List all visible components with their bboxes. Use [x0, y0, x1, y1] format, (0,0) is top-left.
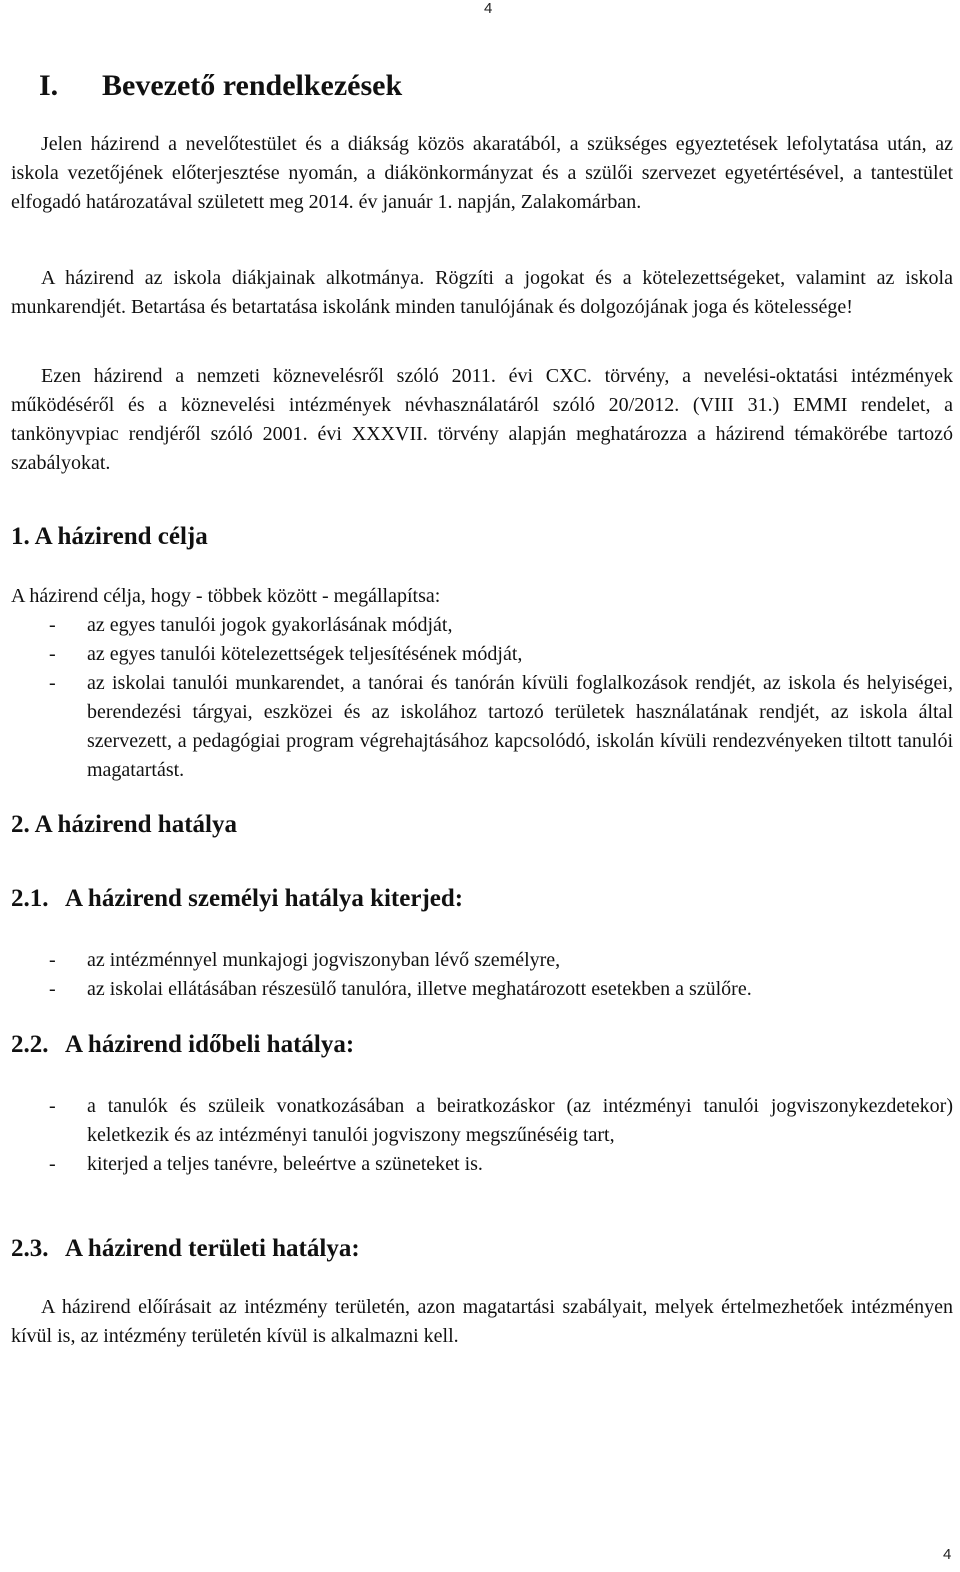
list-item: - az iskolai tanulói munkarendet, a tanórai és tanórán kívüli foglalkozások rendjét, az iskola és helyiségei, berendezési tárgyai, eszközei és az iskolához tartozó területek használatának rendjét, az iskola által szervezett, a pedagógiai program végrehajtásához kapcsolódó, iskolán kívüli rendezvényeken tiltott tanulói magatartást.: [11, 669, 953, 785]
list-item: - az intézménnyel munkajogi jogviszonyban lévő személyre,: [11, 946, 953, 975]
main-heading: [39, 68, 402, 104]
section-2-1-title: A házirend személyi hatálya kiterjed:: [65, 885, 464, 912]
page-number-bottom: 4: [943, 1546, 952, 1563]
section-1-heading: 1. A házirend célja: [11, 523, 208, 550]
page-number-top: 4: [484, 0, 493, 17]
section-2-1-list: [11, 946, 953, 1004]
intro-paragraph-3: Ezen házirend a nemzeti köznevelésről szóló 2011. évi CXC. törvény, a nevelési-oktatási intézmények működéséről és a köznevelési intézmények névhasználatáról szóló 20/2012. (VIII 31.) EMMI rendelet, a tankönyvpiac rendjéről szóló 2001. évi XXXVII. törvény alapján meghatározza a házirend témakörébe tartozó szabályokat.: [11, 365, 953, 474]
section-2-2-list: [11, 1092, 953, 1179]
section-2-heading: 2. A házirend hatálya: [11, 811, 237, 838]
list-item: - kiterjed a teljes tanévre, beleértve a szüneteket is.: [11, 1150, 953, 1179]
section-2-2-title: A házirend időbeli hatálya:: [65, 1031, 355, 1058]
section-2-2-number: 2.2.: [11, 1031, 49, 1058]
list-item: - az egyes tanulói jogok gyakorlásának módját,: [11, 611, 953, 640]
section-2-3-title: A házirend területi hatálya:: [65, 1235, 360, 1262]
section-1-list: [11, 611, 953, 785]
intro-paragraph-2: A házirend az iskola diákjainak alkotmánya. Rögzíti a jogokat és a kötelezettségeket, valamint az iskola munkarendjét. Betartása és betartatása iskolánk minden tanulójának és dolgozójának joga és kötelessége!: [11, 267, 953, 318]
main-heading-number: I.: [39, 69, 59, 102]
section-2-3-number: 2.3.: [11, 1235, 49, 1262]
section-1-lead: A házirend célja, hogy - többek között - megállapítsa:: [11, 585, 441, 607]
section-2-1-heading: [11, 884, 463, 914]
section-2-1-number: 2.1.: [11, 885, 49, 912]
intro-paragraph-1: Jelen házirend a nevelőtestület és a diákság közös akaratából, a szükséges egyeztetések lefolytatása után, az iskola vezetőjének előterjesztése nyomán, a diákönkormányzat és a szülői szervezet egyetértésével, a tantestület elfogadó határozatával született meg 2014. év január 1. napján, Zalakomárban.: [11, 133, 953, 213]
list-item: - az iskolai ellátásában részesülő tanulóra, illetve meghatározott esetekben a szülőre.: [11, 975, 953, 1004]
list-item: - az egyes tanulói kötelezettségek teljesítésének módját,: [11, 640, 953, 669]
section-2-2-heading: [11, 1030, 354, 1060]
section-2-3-heading: [11, 1234, 360, 1264]
list-item: - a tanulók és szüleik vonatkozásában a beiratkozáskor (az intézményi tanulói jogviszonykezdetekor) keletkezik és az intézményi tanulói jogviszony megszűnéséig tart,: [11, 1092, 953, 1150]
main-heading-title: Bevezető rendelkezések: [102, 69, 403, 102]
section-2-3-text: A házirend előírásait az intézmény területén, azon magatartási szabályait, melyek értelmezhetőek intézményen kívül is, az intézmény területén kívül is alkalmazni kell.: [11, 1296, 953, 1347]
